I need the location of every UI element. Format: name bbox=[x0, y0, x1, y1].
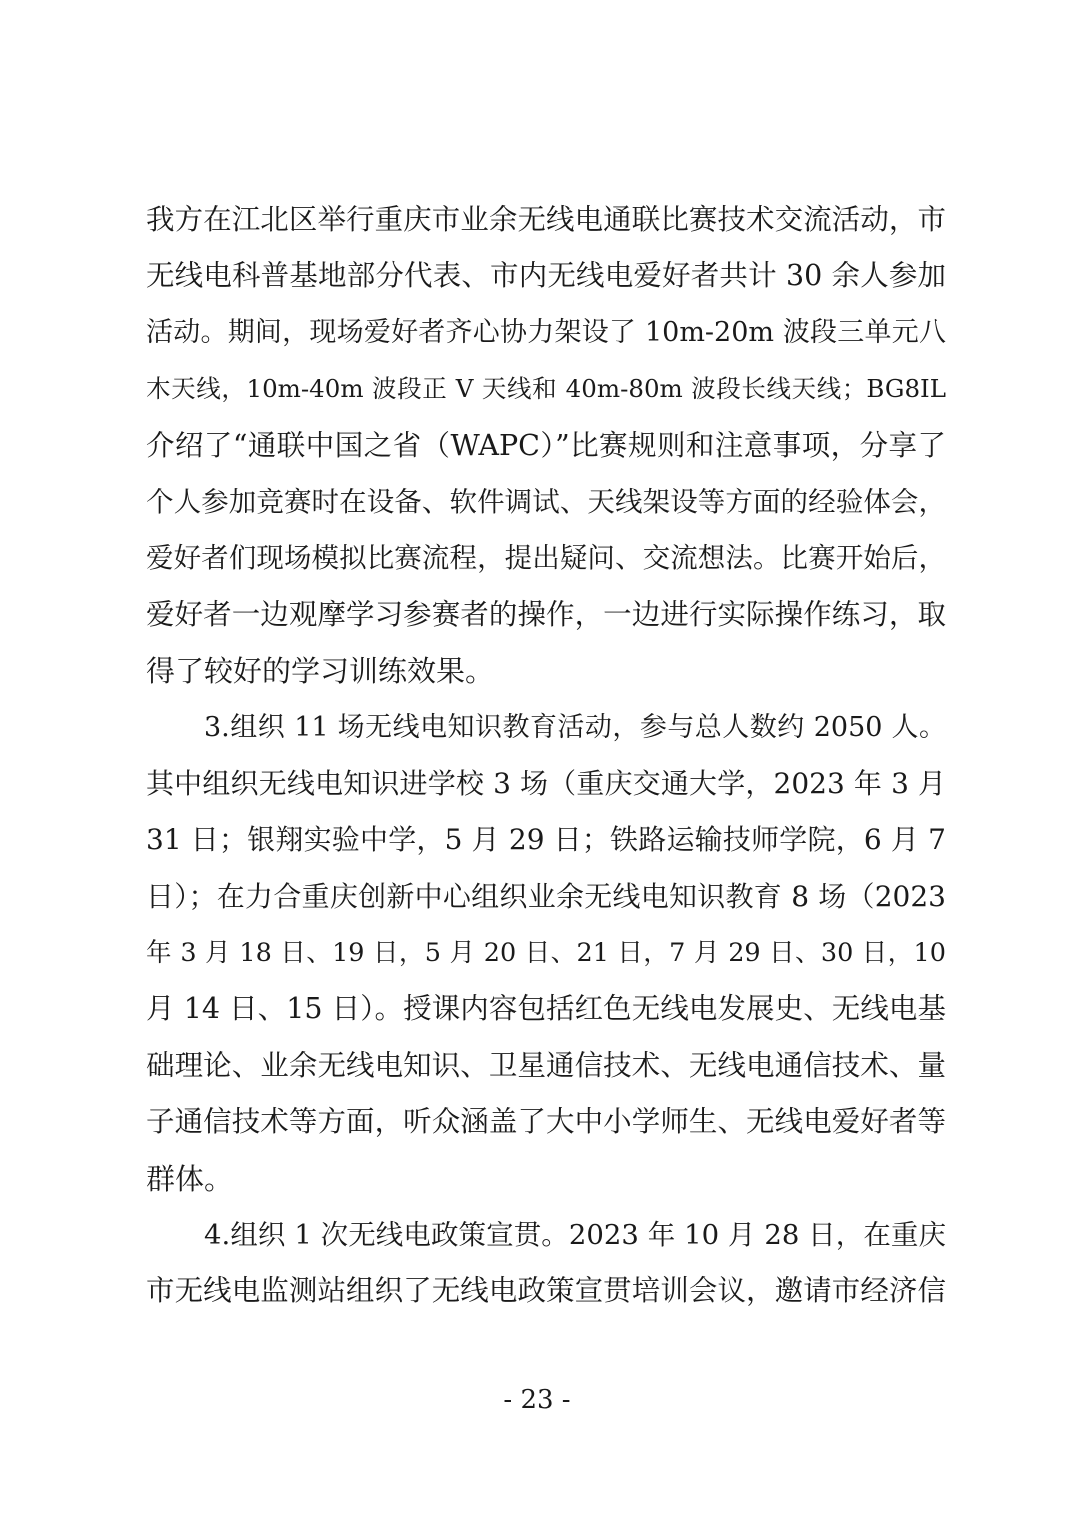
text-line: 无线电科普基地部分代表、市内无线电爱好者共计 30 余人参加 bbox=[146, 259, 946, 293]
text-line: 活动。期间，现场爱好者齐心协力架设了 10m-20m 波段三单元八 bbox=[146, 316, 946, 348]
text-line: 子通信技术等方面，听众涵盖了大中小学师生、无线电爱好者等 bbox=[146, 1105, 946, 1139]
text-line: 我方在江北区举行重庆市业余无线电通联比赛技术交流活动，市 bbox=[146, 203, 946, 236]
text-line: 木天线，10m-40m 波段正 V 天线和 40m-80m 波段长线天线；BG8IL bbox=[146, 374, 946, 404]
text-line: 础理论、业余无线电知识、卫星通信技术、无线电通信技术、量 bbox=[146, 1048, 946, 1082]
text-line: 介绍了“通联中国之省（WAPC）”比赛规则和注意事项，分享了 bbox=[146, 428, 946, 462]
page-number: - 23 - bbox=[503, 1385, 571, 1415]
text-line: 市无线电监测站组织了无线电政策宣贯培训会议，邀请市经济信 bbox=[146, 1274, 946, 1308]
text-line: 3.组织 11 场无线电知识教育活动，参与总人数约 2050 人。 bbox=[204, 711, 946, 743]
text-line: 个人参加竞赛时在设备、软件调试、天线架设等方面的经验体会， bbox=[146, 485, 946, 518]
text-line: 得了较好的学习训练效果。 bbox=[146, 654, 495, 689]
document-body bbox=[146, 192, 946, 1320]
text-line: 月 14 日、15 日）。授课内容包括红色无线电发展史、无线电基 bbox=[146, 992, 946, 1026]
text-line: 爱好者一边观摩学习参赛者的操作，一边进行实际操作练习，取 bbox=[146, 597, 946, 631]
text-line: 日）；在力合重庆创新中心组织业余无线电知识教育 8 场（2023 bbox=[146, 879, 946, 913]
text-line: 4.组织 1 次无线电政策宣贯。2023 年 10 月 28 日，在重庆 bbox=[204, 1219, 946, 1252]
text-line: 爱好者们现场模拟比赛流程，提出疑问、交流想法。比赛开始后， bbox=[146, 542, 946, 575]
text-line: 年 3 月 18 日、19 日，5 月 20 日、21 日，7 月 29 日、30 日，10 bbox=[146, 938, 946, 969]
text-line: 31 日；银翔实验中学，5 月 29 日；铁路运输技师学院，6 月 7 bbox=[146, 823, 946, 857]
text-line: 其中组织无线电知识进学校 3 场（重庆交通大学，2023 年 3 月 bbox=[146, 766, 946, 800]
text-line: 群体。 bbox=[146, 1161, 234, 1196]
